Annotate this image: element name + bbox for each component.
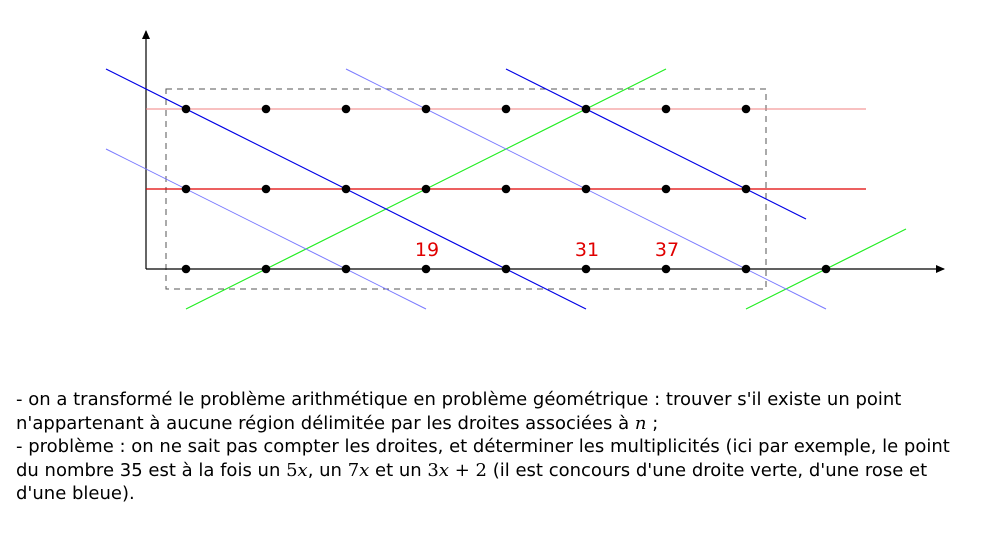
math-coef-3: 3 — [427, 459, 439, 481]
math-var-x: x — [359, 459, 370, 481]
lattice-point — [502, 105, 511, 114]
lattice-point — [582, 265, 591, 274]
lattice-point — [262, 265, 271, 274]
lattice-point — [342, 105, 351, 114]
lattice-point — [342, 265, 351, 274]
lattice-point — [182, 265, 191, 274]
number-label-37: 37 — [654, 239, 680, 261]
caption-paragraph-2: - problème : on ne sait pas compter les droites, et déterminer les multiplicités (ici par exemple, le point du nombre 35 est à la fois un 5x, un 7x et un 3x + 2 (il est concours d'une droite verte, d'une rose et d'une bleue). — [16, 436, 950, 504]
math-coef-7: 7 — [347, 459, 360, 481]
number-label-31: 31 — [574, 239, 600, 261]
math-var-x: x — [438, 459, 450, 481]
number-label-19: 19 — [414, 239, 440, 261]
lattice-point — [182, 185, 191, 194]
lattice-point — [742, 185, 751, 194]
blue-line-2 — [506, 69, 806, 219]
lattice-point — [422, 105, 431, 114]
lattice-point — [262, 105, 271, 114]
lattice-point — [662, 105, 671, 114]
caption-paragraph-1: - on a transformé le problème arithmétique en problème géométrique : trouver s'il existe un point n'appartenant à aucune région délimitée par les droites associées à n ; — [16, 389, 902, 434]
caption — [16, 388, 976, 506]
math-plus-2: + 2 — [449, 459, 488, 481]
lattice-point — [502, 185, 511, 194]
lattice-point — [662, 265, 671, 274]
lattice-point — [182, 105, 191, 114]
lattice-point — [502, 265, 511, 274]
lattice-point — [742, 105, 751, 114]
math-var-x: x — [297, 459, 308, 481]
lattice-point — [742, 265, 751, 274]
lattice-point — [262, 185, 271, 194]
math-var-n: n — [634, 412, 647, 434]
lattice-point — [422, 265, 431, 274]
lattice-point — [582, 105, 591, 114]
math-coef-5: 5 — [286, 459, 298, 481]
lattice-point — [342, 185, 351, 194]
lattice-point — [822, 265, 831, 274]
light-blue-line-1 — [106, 149, 426, 309]
lattice-point — [422, 185, 431, 194]
lattice-point — [662, 185, 671, 194]
lattice-point — [582, 185, 591, 194]
